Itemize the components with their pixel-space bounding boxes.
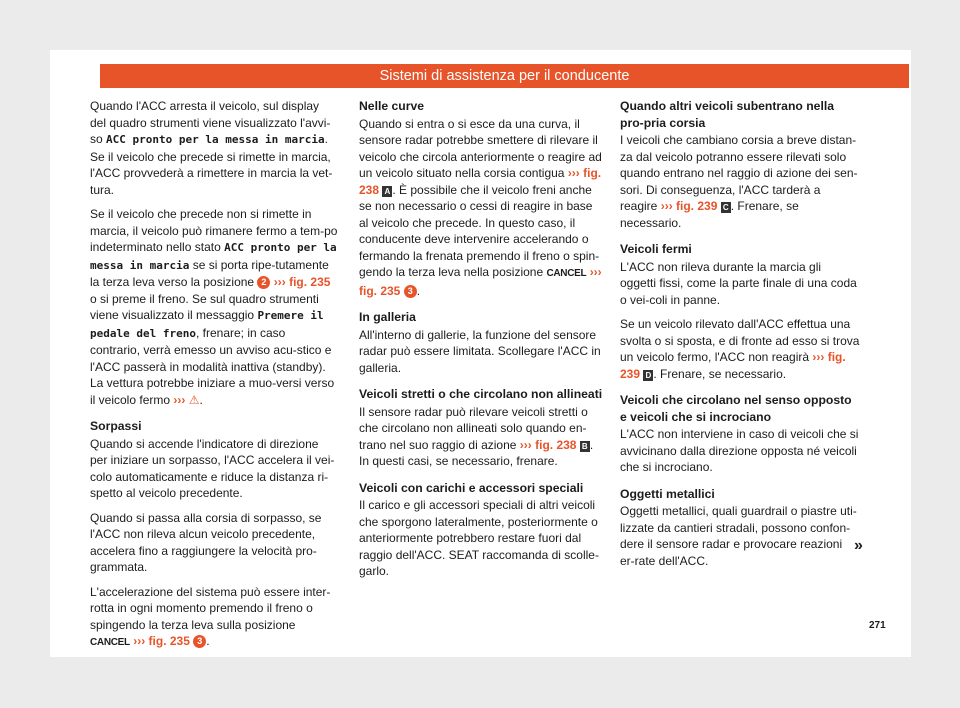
paragraph: L'accelerazione del sistema può essere inter-rotta in ogni momento premendo il freno o spingendo la terza leva sulla posizione CANCEL ››› fig. 235 3 . <box>90 584 331 648</box>
paragraph: L'ACC non interviene in caso di veicoli che si avvicinano dalla direzione opposta né veicoli che si incrociano. <box>620 427 859 474</box>
figure-link[interactable]: ››› fig. 238 <box>519 437 577 452</box>
paragraph: Se il veicolo che precede non si rimette in marcia, il veicolo può rimanere fermo a tem-po indeterminato nello stato ACC pronto per la messa in marcia se si porta ripe-tutamente la terza leva verso la posizione 2 ››› fig. 235 o si preme il freno. Se sul quadro strumenti viene visualizzato il messaggio Premere il pedale del freno, frenare; in caso contrario, verrà emesso un avviso acu-stico e l'ACC passerà in modalità inattiva (standby). La vettura potrebbe iniziare a muo-versi verso il veicolo fermo ››› ⚠. <box>90 207 338 407</box>
section-header: Sistemi di assistenza per il conducente <box>100 64 909 88</box>
section-heading: In galleria <box>359 310 416 324</box>
paragraph: Quando si passa alla corsia di sorpasso, se l'ACC non rileva alcun veicolo precedente, accelera fino a raggiungere la velocità pro-grammata. <box>90 510 322 574</box>
callout-number: 2 <box>257 276 270 289</box>
warning-link[interactable]: ››› <box>173 392 186 407</box>
paragraph: Il carico e gli accessori speciali di altri veicoli che sporgono lateralmente, posteriormente o anteriormente potrebbero restare fuori dal raggio dell'ACC. SEAT raccomanda di scolle-garlo. <box>359 498 599 578</box>
section-heading: Veicoli fermi <box>620 242 692 256</box>
figure-link[interactable]: ››› fig. 235 <box>133 634 190 648</box>
display-message: ACC pronto per la messa in marcia <box>90 241 337 272</box>
page-number: 271 <box>869 620 886 631</box>
paragraph: All'interno di gallerie, la funzione del sensore radar può essere limitata. Scollegare l'ACC in galleria. <box>359 327 601 375</box>
section-heading: Quando altri veicoli subentrano nella pro-pria corsia <box>620 99 835 130</box>
section-heading: Veicoli stretti o che circolano non allineati <box>359 387 603 401</box>
warning-triangle-icon: ⚠ <box>188 392 200 407</box>
cancel-position-label: CANCEL <box>546 268 587 279</box>
figure-marker: C <box>721 202 731 213</box>
paragraph: Quando si accende l'indicatore di direzione per iniziare un sorpasso, l'ACC accelera il vei-colo automaticamente e riduce la distanza ri-spetto al veicolo precedente. <box>90 436 335 500</box>
paragraph: Quando si entra o si esce da una curva, il sensore radar potrebbe smettere di rilevare il veicolo che circola anteriormente o reagire ad un veicolo situato nella corsia contigua ››› fig. 238 A . È possibile che il veicolo freni anche se non necessario o cessi di reagire in base al veicolo che precede. In questo caso, il conducente deve intervenire accelerando o fermando la frenata premendo il freno o spin-gendo la terza leva nella posizione CANCEL ››› fig. 235 3 . <box>359 116 602 298</box>
paragraph: Se un veicolo rilevato dall'ACC effettua una svolta o si sposta, e di fronte ad esso si trova un veicolo fermo, l'ACC non reagirà ››› fig. 239 D . Frenare, se necessario. <box>620 317 860 381</box>
section-heading: Oggetti metallici <box>620 486 715 501</box>
figure-link[interactable]: ››› fig. 235 <box>359 265 602 298</box>
figure-link[interactable]: ››› fig. 235 <box>273 275 331 289</box>
figure-marker: D <box>643 370 653 381</box>
figure-link[interactable]: ››› fig. 238 <box>359 166 602 197</box>
manual-page <box>50 50 911 657</box>
callout-number: 3 <box>193 635 206 648</box>
column-2 <box>359 98 604 588</box>
column-3 <box>620 98 860 577</box>
paragraph: Oggetti metallici, quali guardrail o piastre uti-lizzate da cantieri stradali, possono confon-dere il sensore radar e provocare reazioni er-rate dell'ACC. <box>620 504 857 568</box>
section-heading: Nelle curve <box>359 99 425 113</box>
paragraph: Il sensore radar può rilevare veicoli stretti o che circolano non allineati solo quando en-trano nel suo raggio di azione ››› fig. 238 B . In questi casi, se necessario, frenare. <box>359 404 594 468</box>
cancel-position-label: CANCEL <box>90 637 130 648</box>
figure-marker: A <box>382 186 392 197</box>
section-heading: Sorpassi <box>90 419 142 433</box>
continue-icon: » <box>854 537 863 554</box>
display-message: Premere il pedale del freno <box>90 309 324 340</box>
paragraph: L'ACC non rileva durante la marcia gli oggetti fissi, come la parte finale di una coda o vei-coli in panne. <box>620 259 857 307</box>
column-1 <box>90 98 338 660</box>
callout-number: 3 <box>404 285 417 298</box>
display-message: ACC pronto per la messa in marcia <box>106 133 325 146</box>
figure-link[interactable]: ››› fig. 239 <box>660 199 718 213</box>
paragraph: Quando l'ACC arresta il veicolo, sul display del quadro strumenti viene visualizzato l'avvi-so ACC pronto per la messa in marcia. Se il veicolo che precede si rimette in marcia, l'ACC provvederà a rimettere in marcia la vet-tura. <box>90 99 333 197</box>
figure-marker: B <box>580 441 590 452</box>
section-heading: Veicoli che circolano nel senso opposto e veicoli che si incrociano <box>620 393 852 424</box>
paragraph: I veicoli che cambiano corsia a breve distan-za dal veicolo potranno essere rilevati solo quando entrano nel raggio di azione dei sen-sori. Di conseguenza, l'ACC tarderà a reagire ››› fig. 239 C . Frenare, se necessario. <box>620 133 858 230</box>
section-heading: Veicoli con carichi e accessori speciali <box>359 480 584 495</box>
figure-link[interactable]: ››› fig. 239 <box>620 350 846 381</box>
